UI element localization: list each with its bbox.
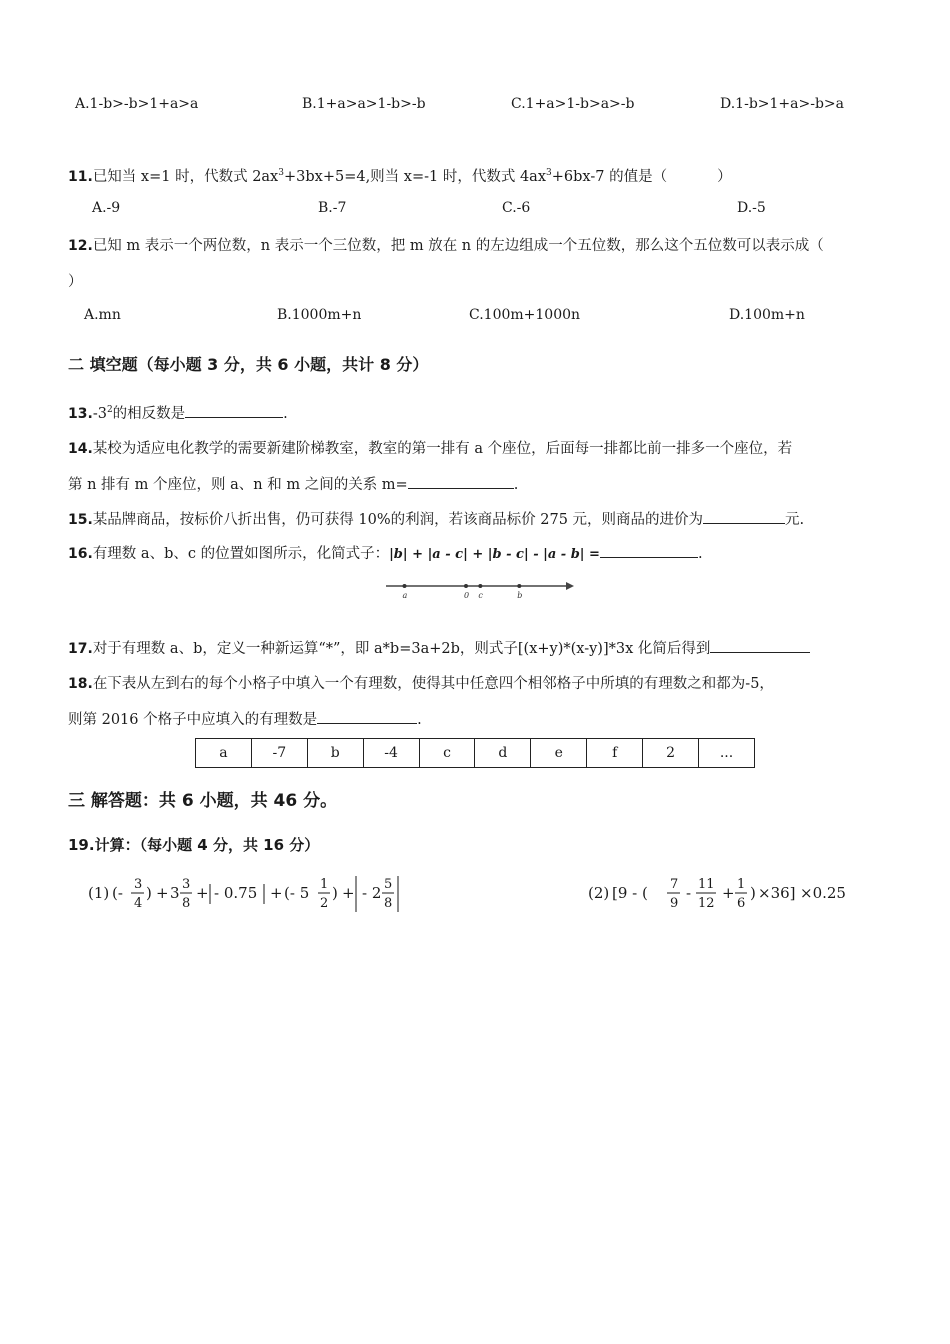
q11-sup1: 3 [278,168,284,178]
q11-option-a: A.-9 [92,200,121,216]
bracket-open: [9 - ( [612,884,648,902]
q12-line1: 已知 m 表示一个两位数，n 表示一个三位数，把 m 放在 n 的左边组成一个五位数，那么这个五位数可以表示成（ [92,238,824,254]
paren-close: ) [146,884,152,902]
q19-part1-expression [84,868,414,916]
question-number: 18. [68,676,93,692]
arrow-icon [566,582,574,590]
answer-blank[interactable] [600,543,698,558]
fraction-denominator: 4 [134,896,143,911]
fraction-denominator: 12 [698,896,715,911]
question-18 [68,672,774,693]
fraction-denominator: 9 [670,896,679,911]
q18-line1: 在下表从左到右的每个小格子中填入一个有理数，使得其中任意四个相邻格子中所填的有理数之和都为-5， [92,676,774,692]
q11-text-c: +6bx-7 的值是（ [551,169,668,185]
answer-blank[interactable] [185,403,283,418]
question-number: 11. [68,169,93,185]
q14-line1: 某校为适应电化教学的需要新建阶梯教室，教室的第一排有 a 个座位，后面每一排都比前一排多一个座位，若 [92,441,793,457]
table-cell: b [307,739,363,768]
table-cell: c [419,739,475,768]
q12-option-d: D.100m+n [729,307,805,323]
paren-open: (- 5 [284,884,310,902]
minus-sign: - [686,884,692,902]
plus-sign: + [156,884,169,902]
question-17 [68,637,810,658]
number-line-point [403,584,407,588]
table-cell: -7 [251,739,307,768]
section-2-heading: 二 填空题（每小题 3 分，共 6 小题，共计 8 分） [68,355,429,374]
fraction-numerator: 1 [320,877,329,892]
q11-option-b: B.-7 [318,200,347,216]
table-cell: a [196,739,252,768]
fraction-denominator: 8 [182,896,191,911]
question-12 [68,234,824,255]
q13-end: . [283,406,288,422]
q12-line2: ） [68,274,83,290]
answer-blank[interactable] [703,509,785,524]
q19-part2-expression [584,868,854,916]
question-number: 16. [68,546,93,562]
sequence-table [195,738,755,768]
number-line-figure [380,578,580,602]
q18-line2-text: 则第 2016 个格子中应填入的有理数是 [68,712,318,728]
q11-close-paren: ） [717,169,732,185]
table-cell: f [587,739,643,768]
q13-pre: -3 [92,406,107,422]
question-11 [68,165,732,186]
q16-end: . [697,546,703,562]
q14-line2-text: 第 n 排有 m 个座位，则 a、n 和 m 之间的关系 m= [68,477,408,493]
q13-sup: 2 [106,405,113,415]
plus-sign: + [722,884,735,902]
number-line-label: b [517,591,523,600]
q17-text: 对于有理数 a、b，定义一种新运算“*”，即 a*b=3a+2b，则式子[(x+y)*(x-y)]*3x 化简后得到 [92,641,711,657]
mixed-integer: 3 [170,884,180,902]
q12-option-b: B.1000m+n [277,307,362,323]
part-label: (1) [88,884,110,902]
fraction-denominator: 8 [384,896,393,911]
q18-end: . [417,712,422,728]
question-15 [68,508,804,529]
plus-sign: + [270,884,283,902]
q15-text: 某品牌商品，按标价八折出售，仍可获得 10%的利润，若该商品标价 275 元，则商品的进价为 [92,512,704,528]
table-cell: d [475,739,531,768]
abs-content: - 0.75 [214,884,258,902]
answer-blank[interactable] [317,709,417,724]
answer-blank[interactable] [710,638,810,653]
question-number: 12. [68,238,93,254]
q10-option-a: A.1-b>-b>1+a>a [75,96,199,112]
q11-option-c: C.-6 [502,200,531,216]
table-cell: -4 [363,739,419,768]
abs-content: - 2 [362,884,382,902]
fraction-numerator: 7 [670,877,679,892]
q16-text: 有理数 a、b、c 的位置如图所示，化简式子： [92,546,390,562]
q10-option-b: B.1+a>a>1-b>-b [302,96,426,112]
q14-end: . [513,477,519,493]
number-line-point [464,584,468,588]
question-number: 17. [68,641,93,657]
paren-close: ) [750,884,756,902]
question-16 [68,542,703,563]
q12-option-a: A.mn [84,307,121,323]
q14-line2 [68,473,518,494]
question-number: 15. [68,512,93,528]
part-label: (2) [588,884,610,902]
q18-line2 [68,708,422,729]
fraction-numerator: 3 [134,877,143,892]
fraction-numerator: 5 [384,877,393,892]
multiply-36: ×36] [758,884,796,902]
q10-option-d: D.1-b>1+a>-b>a [720,96,844,112]
q11-text-b: +3bx+5=4,则当 x=-1 时，代数式 4ax [283,169,547,185]
fraction-numerator: 11 [698,877,715,892]
plus-sign: + [342,884,355,902]
q10-option-c: C.1+a>1-b>a>-b [511,96,635,112]
fraction-numerator: 3 [182,877,191,892]
paren-close: ) [332,884,338,902]
question-number: 14. [68,441,93,457]
question-19-title: 19.计算：（每小题 4 分，共 16 分） [68,836,320,854]
number-line-label: 0 [464,591,470,600]
question-13 [68,402,288,423]
q12-option-c: C.100m+1000n [469,307,581,323]
q11-sup2: 3 [546,168,552,178]
fraction-numerator: 1 [737,877,746,892]
number-line-label: c [478,591,483,600]
number-line-label: a [402,591,408,600]
q11-text-a: 已知当 x=1 时，代数式 2ax [92,169,279,185]
paren-open: (- [112,884,123,902]
table-row [196,739,755,768]
q15-end: 元. [785,512,805,528]
number-line-point [478,584,482,588]
question-14 [68,437,792,458]
fraction-denominator: 2 [320,896,329,911]
q13-text: 的相反数是 [112,406,186,422]
answer-blank[interactable] [408,474,514,489]
table-cell: e [531,739,587,768]
table-cell: ... [699,739,755,768]
table-cell: 2 [643,739,699,768]
section-3-heading: 三 解答题：共 6 小题，共 46 分。 [68,791,338,811]
fraction-denominator: 6 [737,896,746,911]
multiply-025: ×0.25 [800,884,846,902]
question-number: 13. [68,406,93,422]
q16-expression: |b| + |a - c| + |b - c| - |a - b| = [389,547,600,562]
plus-sign: + [196,884,209,902]
number-line-point [517,584,521,588]
q11-option-d: D.-5 [737,200,766,216]
